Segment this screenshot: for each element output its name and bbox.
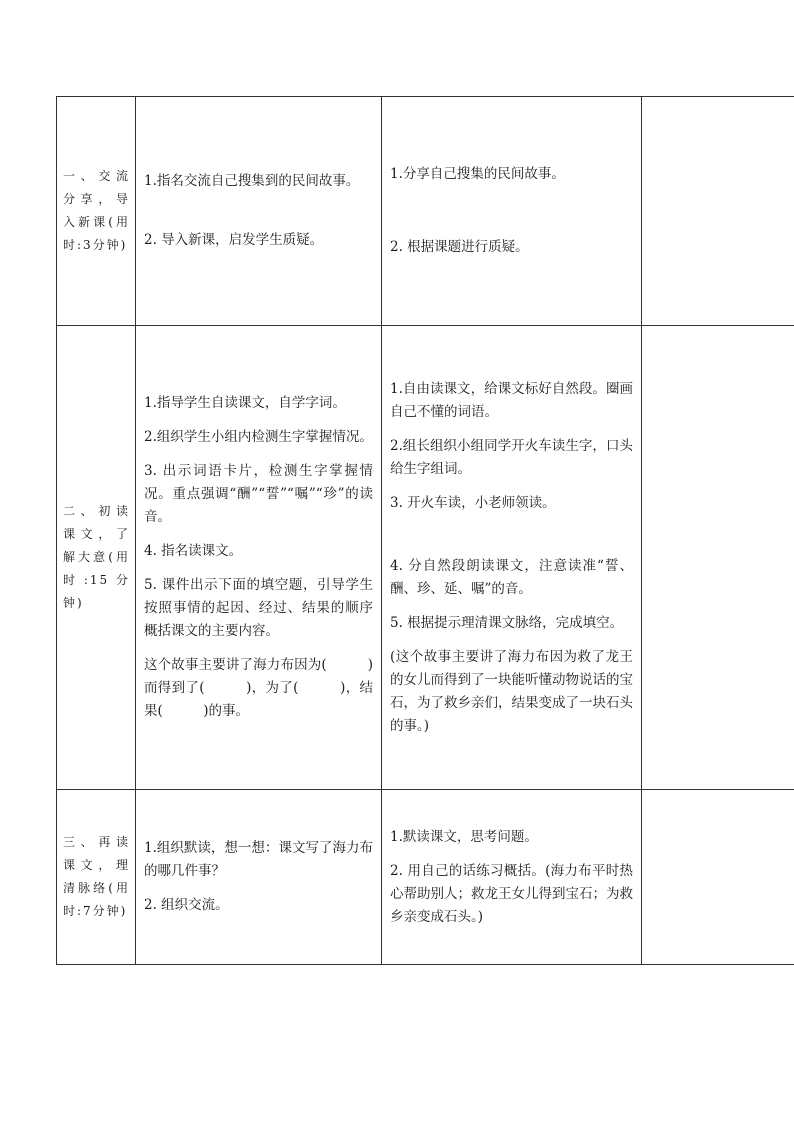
stage-cell: 二、初读课文，了解大意(用时:15分钟)	[57, 326, 136, 790]
student-step: 4. 分自然段朗读课文，注意读准“誓、酬、珍、延、嘱”的音。	[390, 557, 633, 597]
notes-cell	[642, 97, 794, 326]
teacher-step: 1.组织默读，想一想：课文写了海力布的哪几件事？	[144, 840, 373, 879]
stage-cell: 一、交流分享，导入新课(用时:3分钟)	[57, 97, 136, 326]
teacher-activity-cell	[136, 790, 382, 965]
table-row	[57, 326, 794, 790]
notes-cell	[642, 326, 794, 790]
student-activity-cell	[382, 790, 642, 965]
table-row	[57, 97, 794, 326]
teacher-activity-cell	[136, 97, 382, 326]
teacher-step: 2. 组织交流。	[144, 897, 229, 913]
teacher-step: 2. 导入新课，启发学生质疑。	[144, 232, 324, 248]
stage-cell: 三、再读课文，理清脉络(用时:7分钟)	[57, 790, 136, 965]
student-step: 1.默读课文，思考问题。	[390, 828, 538, 845]
student-step: 2.组长组织小组同学开火车读生字，口头给生字组词。	[390, 437, 633, 477]
notes-cell	[642, 790, 794, 965]
student-step: 2. 根据课题进行质疑。	[390, 239, 529, 255]
teacher-step: 1.指导学生自读课文，自学字词。	[144, 395, 346, 411]
student-step: 2. 用自己的话练习概括。(海力布平时热心帮助别人；救龙王女儿得到宝石；为救乡亲变成石头。)	[390, 862, 633, 925]
lesson-plan-table	[56, 96, 794, 965]
teacher-step: 4. 指名读课文。	[144, 543, 243, 559]
student-step: 1.自由读课文，给课文标好自然段。圈画自己不懂的词语。	[390, 380, 633, 420]
student-activity-cell	[382, 326, 642, 790]
teacher-step: 5. 课件出示下面的填空题，引导学生按照事情的起因、经过、结果的顺序概括课文的主要内容。	[144, 577, 373, 639]
student-step: 3. 开火车读，小老师领读。	[390, 494, 556, 511]
fill-in-blank-answer: (这个故事主要讲了海力布因为救了龙王的女儿而得到了一块能听懂动物说话的宝石，为了救乡亲们，结果变成了一块石头的事。)	[390, 648, 633, 734]
student-activity-cell	[382, 97, 642, 326]
table-row	[57, 790, 794, 965]
fill-in-blank-question: 这个故事主要讲了海力布因为( )而得到了( )，为了( )，结果( )的事。	[144, 657, 373, 719]
teacher-step: 3. 出示词语卡片，检测生字掌握情况。重点强调“酬”“誓”“嘱”“珍”的读音。	[144, 463, 373, 525]
teacher-step: 1.指名交流自己搜集到的民间故事。	[144, 173, 360, 189]
student-step: 5. 根据提示理清课文脉络，完成填空。	[390, 614, 624, 631]
teacher-activity-cell	[136, 326, 382, 790]
teacher-step: 2.组织学生小组内检测生字掌握情况。	[144, 429, 373, 445]
student-step: 1.分享自己搜集的民间故事。	[390, 166, 565, 182]
